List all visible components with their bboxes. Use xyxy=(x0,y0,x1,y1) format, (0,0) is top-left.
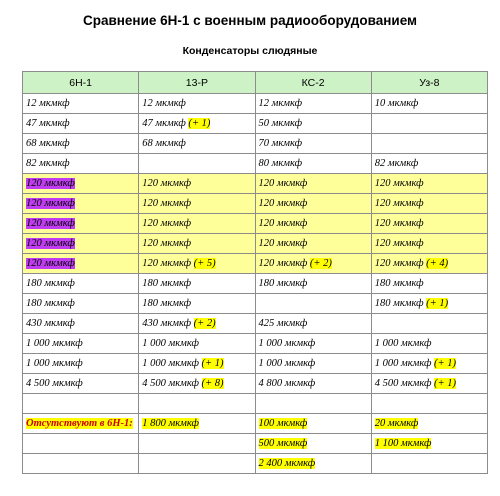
cell-13r xyxy=(139,194,255,214)
table-subtitle: Конденсаторы слюдяные xyxy=(182,45,318,57)
cell-text: 120 мкмкф xyxy=(374,178,424,189)
cell-6n1 xyxy=(23,154,139,174)
cell-text: 12 мкмкф xyxy=(142,98,186,109)
cell-uz8 xyxy=(371,154,487,174)
cell-uz8 xyxy=(371,194,487,214)
cell-6n1 xyxy=(23,274,139,294)
cell-value xyxy=(142,418,199,429)
cell-text: 47 мкмкф xyxy=(142,118,189,129)
cell-text: 120 мкмкф xyxy=(26,178,75,189)
cell-value xyxy=(259,378,316,389)
cell-uz8 xyxy=(371,294,487,314)
cell-ks2 xyxy=(255,354,371,374)
table-row xyxy=(23,314,488,334)
cell-13r xyxy=(139,134,255,154)
cell-value xyxy=(142,98,186,109)
cell-value xyxy=(375,278,424,289)
cell-uz8 xyxy=(371,114,487,134)
cell-value xyxy=(26,178,75,189)
cell-value xyxy=(259,98,303,109)
column-header-ks2: КС-2 xyxy=(255,72,371,94)
cell-text: 120 мкмкф xyxy=(142,258,194,269)
cell-ks2 xyxy=(255,174,371,194)
cell-uz8 xyxy=(371,354,487,374)
cell-13r xyxy=(139,174,255,194)
cell-ks2 xyxy=(255,154,371,174)
cell-value xyxy=(26,238,75,249)
cell-text: 100 мкмкф xyxy=(258,418,308,429)
cell-value xyxy=(26,198,75,209)
cell-6n1 xyxy=(23,434,139,454)
extra-count-badge: (+ 1) xyxy=(426,298,449,309)
cell-value xyxy=(26,98,70,109)
cell-text: 2 400 мкмкф xyxy=(258,458,316,469)
cell-value xyxy=(259,138,303,149)
cell-value xyxy=(375,98,419,109)
cell-text: 425 мкмкф xyxy=(258,318,308,329)
cell-text: 12 мкмкф xyxy=(258,98,303,109)
extra-count-badge: (+ 8) xyxy=(201,378,224,389)
cell-text: 180 мкмкф xyxy=(142,278,192,289)
cell-value xyxy=(375,258,448,269)
cell-text: 68 мкмкф xyxy=(26,138,70,149)
cell-value xyxy=(142,218,191,229)
cell-value xyxy=(142,198,191,209)
table-row xyxy=(23,394,488,414)
cell-value xyxy=(142,118,210,129)
cell-value xyxy=(259,118,303,129)
cell-value xyxy=(26,218,75,229)
cell-text: 120 мкмкф xyxy=(142,238,192,249)
cell-value xyxy=(142,178,191,189)
cell-text: 50 мкмкф xyxy=(258,118,303,129)
cell-text: 1 800 мкмкф xyxy=(142,418,199,429)
cell-value xyxy=(259,258,332,269)
cell-value xyxy=(375,238,424,249)
cell-13r xyxy=(139,94,255,114)
cell-6n1 xyxy=(23,214,139,234)
cell-text: 180 мкмкф xyxy=(374,298,427,309)
cell-13r xyxy=(139,154,255,174)
cell-uz8 xyxy=(371,214,487,234)
cell-6n1 xyxy=(23,234,139,254)
cell-text: 1 000 мкмкф xyxy=(26,338,83,349)
cell-text: 120 мкмкф xyxy=(26,218,75,229)
cell-value xyxy=(259,458,316,469)
table-row xyxy=(23,274,488,294)
cell-6n1 xyxy=(23,134,139,154)
cell-text: 4 800 мкмкф xyxy=(258,378,316,389)
cell-uz8 xyxy=(371,134,487,154)
cell-ks2 xyxy=(255,254,371,274)
cell-6n1 xyxy=(23,94,139,114)
cell-text: 47 мкмкф xyxy=(26,118,70,129)
table-row xyxy=(23,134,488,154)
cell-value xyxy=(259,418,308,429)
cell-ks2 xyxy=(255,274,371,294)
table-row xyxy=(23,334,488,354)
cell-value xyxy=(259,158,303,169)
cell-text: 120 мкмкф xyxy=(26,238,75,249)
table-body xyxy=(23,94,488,474)
extra-count-badge: (+ 2) xyxy=(193,318,216,329)
cell-13r xyxy=(139,254,255,274)
cell-value xyxy=(259,358,316,369)
cell-value xyxy=(375,178,424,189)
cell-6n1 xyxy=(23,414,139,434)
cell-6n1 xyxy=(23,114,139,134)
cell-value xyxy=(259,278,308,289)
cell-value xyxy=(26,298,75,309)
cell-13r xyxy=(139,374,255,394)
cell-6n1 xyxy=(23,314,139,334)
table-row xyxy=(23,294,488,314)
cell-text: 120 мкмкф xyxy=(26,258,75,269)
cell-6n1 xyxy=(23,334,139,354)
cell-text: 10 мкмкф xyxy=(374,98,419,109)
cell-ks2 xyxy=(255,314,371,334)
cell-ks2 xyxy=(255,434,371,454)
cell-text: 1 100 мкмкф xyxy=(374,438,432,449)
cell-uz8 xyxy=(371,274,487,294)
cell-value xyxy=(142,278,191,289)
cell-text: 120 мкмкф xyxy=(142,218,192,229)
cell-text: 68 мкмкф xyxy=(142,138,186,149)
table-row xyxy=(23,434,488,454)
cell-text: 82 мкмкф xyxy=(374,158,419,169)
cell-13r xyxy=(139,354,255,374)
cell-13r xyxy=(139,454,255,474)
table-row xyxy=(23,374,488,394)
cell-text: 120 мкмкф xyxy=(258,178,308,189)
cell-value xyxy=(142,358,223,369)
cell-text: 180 мкмкф xyxy=(26,278,75,289)
cell-6n1 xyxy=(23,374,139,394)
cell-text: 120 мкмкф xyxy=(374,218,424,229)
cell-text: 120 мкмкф xyxy=(26,198,75,209)
cell-text: 120 мкмкф xyxy=(258,218,308,229)
cell-uz8 xyxy=(371,394,487,414)
cell-ks2 xyxy=(255,114,371,134)
cell-value xyxy=(375,378,456,389)
table-row xyxy=(23,154,488,174)
cell-uz8 xyxy=(371,414,487,434)
cell-ks2 xyxy=(255,394,371,414)
cell-text: 20 мкмкф xyxy=(374,418,419,429)
cell-text: 120 мкмкф xyxy=(374,258,427,269)
cell-text: 70 мкмкф xyxy=(258,138,303,149)
extra-count-badge: (+ 1) xyxy=(188,118,211,129)
table-row xyxy=(23,354,488,374)
capacitor-table xyxy=(22,71,488,474)
cell-text: 180 мкмкф xyxy=(258,278,308,289)
cell-value xyxy=(142,378,223,389)
cell-text: 1 000 мкмкф xyxy=(258,358,316,369)
cell-uz8 xyxy=(371,174,487,194)
cell-value xyxy=(26,418,133,429)
cell-value xyxy=(142,238,191,249)
cell-text: 120 мкмкф xyxy=(142,178,192,189)
cell-ks2 xyxy=(255,414,371,434)
cell-text: 1 000 мкмкф xyxy=(374,338,432,349)
column-header-13r: 13-Р xyxy=(139,72,255,94)
cell-ks2 xyxy=(255,374,371,394)
cell-ks2 xyxy=(255,194,371,214)
extra-count-badge: (+ 1) xyxy=(434,358,457,369)
cell-text: 180 мкмкф xyxy=(142,298,192,309)
cell-6n1 xyxy=(23,194,139,214)
cell-value xyxy=(26,138,70,149)
cell-text: 120 мкмкф xyxy=(258,258,310,269)
cell-value xyxy=(26,118,70,129)
cell-value xyxy=(259,178,308,189)
cell-ks2 xyxy=(255,214,371,234)
cell-13r xyxy=(139,214,255,234)
cell-value xyxy=(142,258,215,269)
cell-text: 430 мкмкф xyxy=(26,318,75,329)
cell-ks2 xyxy=(255,234,371,254)
cell-13r xyxy=(139,334,255,354)
column-header-uz8: Уз-8 xyxy=(371,72,487,94)
cell-text: 82 мкмкф xyxy=(26,158,70,169)
page-title: Сравнение 6Н-1 с военным радиооборудованием xyxy=(82,13,418,28)
table-row xyxy=(23,114,488,134)
cell-value xyxy=(26,158,70,169)
table-row xyxy=(23,214,488,234)
cell-uz8 xyxy=(371,434,487,454)
cell-text: Отсутствуют в 6Н-1: xyxy=(26,418,133,429)
cell-value xyxy=(26,358,83,369)
cell-text: 180 мкмкф xyxy=(374,278,424,289)
cell-text: 1 000 мкмкф xyxy=(26,358,83,369)
cell-6n1 xyxy=(23,294,139,314)
cell-text: 500 мкмкф xyxy=(258,438,308,449)
cell-value xyxy=(375,438,432,449)
cell-text: 120 мкмкф xyxy=(142,198,192,209)
cell-value xyxy=(375,298,448,309)
extra-count-badge: (+ 2) xyxy=(309,258,332,269)
cell-uz8 xyxy=(371,314,487,334)
cell-value xyxy=(259,338,316,349)
cell-text: 1 000 мкмкф xyxy=(142,338,199,349)
cell-text: 120 мкмкф xyxy=(374,238,424,249)
cell-ks2 xyxy=(255,134,371,154)
cell-text: 180 мкмкф xyxy=(26,298,75,309)
cell-value xyxy=(142,298,191,309)
cell-6n1 xyxy=(23,394,139,414)
cell-value xyxy=(26,258,75,269)
cell-value xyxy=(259,198,308,209)
cell-text: 1 000 мкмкф xyxy=(374,358,435,369)
cell-text: 4 500 мкмкф xyxy=(374,378,435,389)
cell-ks2 xyxy=(255,294,371,314)
cell-value xyxy=(375,198,424,209)
cell-value xyxy=(142,338,199,349)
cell-6n1 xyxy=(23,454,139,474)
table-row xyxy=(23,414,488,434)
table-row xyxy=(23,454,488,474)
cell-13r xyxy=(139,274,255,294)
cell-13r xyxy=(139,114,255,134)
cell-13r xyxy=(139,414,255,434)
cell-value xyxy=(375,358,456,369)
cell-value xyxy=(259,438,308,449)
cell-6n1 xyxy=(23,254,139,274)
cell-value xyxy=(259,318,308,329)
cell-13r xyxy=(139,394,255,414)
cell-13r xyxy=(139,294,255,314)
extra-count-badge: (+ 1) xyxy=(201,358,224,369)
cell-value xyxy=(375,418,419,429)
cell-text: 120 мкмкф xyxy=(258,198,308,209)
cell-ks2 xyxy=(255,334,371,354)
cell-text: 120 мкмкф xyxy=(374,198,424,209)
cell-text: 4 500 мкмкф xyxy=(26,378,83,389)
cell-uz8 xyxy=(371,234,487,254)
column-header-6n1: 6Н-1 xyxy=(23,72,139,94)
cell-uz8 xyxy=(371,254,487,274)
header-row xyxy=(23,72,488,94)
cell-value xyxy=(26,278,75,289)
cell-value xyxy=(375,338,432,349)
cell-value xyxy=(26,378,83,389)
cell-value xyxy=(142,138,186,149)
cell-value xyxy=(375,218,424,229)
cell-value xyxy=(375,158,419,169)
cell-uz8 xyxy=(371,374,487,394)
cell-text: 80 мкмкф xyxy=(258,158,303,169)
table-row xyxy=(23,194,488,214)
cell-text: 12 мкмкф xyxy=(26,98,70,109)
cell-text: 1 000 мкмкф xyxy=(258,338,316,349)
cell-ks2 xyxy=(255,94,371,114)
extra-count-badge: (+ 5) xyxy=(193,258,216,269)
cell-6n1 xyxy=(23,174,139,194)
table-row xyxy=(23,234,488,254)
cell-6n1 xyxy=(23,354,139,374)
cell-text: 4 500 мкмкф xyxy=(142,378,202,389)
cell-text: 120 мкмкф xyxy=(258,238,308,249)
cell-value xyxy=(142,318,215,329)
extra-count-badge: (+ 1) xyxy=(434,378,457,389)
cell-value xyxy=(259,218,308,229)
cell-13r xyxy=(139,234,255,254)
cell-13r xyxy=(139,314,255,334)
table-row xyxy=(23,174,488,194)
extra-count-badge: (+ 4) xyxy=(426,258,449,269)
cell-value xyxy=(26,338,83,349)
cell-ks2 xyxy=(255,454,371,474)
cell-text: 1 000 мкмкф xyxy=(142,358,202,369)
cell-13r xyxy=(139,434,255,454)
table-row xyxy=(23,94,488,114)
cell-uz8 xyxy=(371,334,487,354)
cell-value xyxy=(259,238,308,249)
table-row xyxy=(23,254,488,274)
cell-value xyxy=(26,318,75,329)
cell-text: 430 мкмкф xyxy=(142,318,194,329)
cell-uz8 xyxy=(371,454,487,474)
cell-uz8 xyxy=(371,94,487,114)
